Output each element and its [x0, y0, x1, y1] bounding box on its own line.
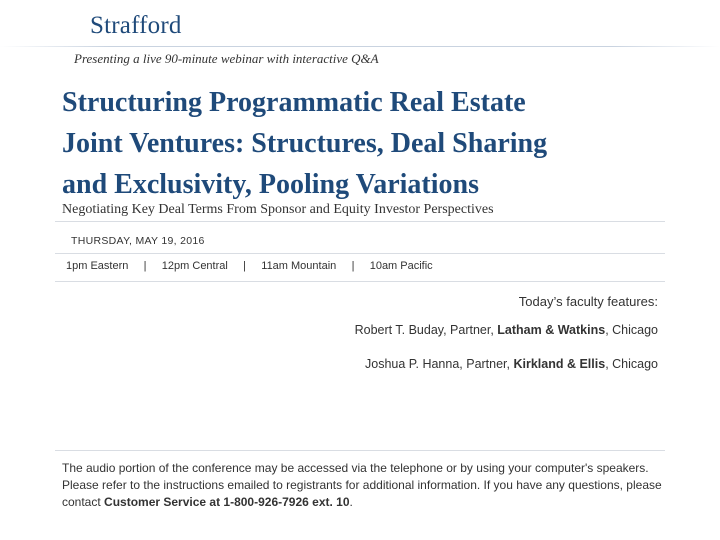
strafford-logo: Strafford	[90, 12, 182, 39]
time-separator: |	[143, 260, 147, 272]
time-separator: |	[351, 260, 355, 272]
webinar-times	[66, 260, 433, 272]
faculty-intro: Today’s faculty features:	[518, 294, 658, 309]
webinar-tagline: Presenting a live 90-minute webinar with interactive Q&A	[74, 51, 379, 66]
faculty-member	[365, 357, 658, 371]
title-line-2: Joint Ventures: Structures, Deal Sharing	[62, 128, 548, 159]
divider-footer	[55, 450, 665, 451]
faculty-city: , Chicago	[605, 323, 658, 337]
time-pacific: 10am Pacific	[369, 260, 433, 272]
time-central: 12pm Central	[161, 260, 228, 272]
faculty-name-role: Robert T. Buday, Partner,	[354, 323, 498, 337]
faculty-firm: Kirkland & Ellis	[513, 357, 606, 371]
faculty-name-role: Joshua P. Hanna, Partner,	[365, 357, 514, 371]
header-divider	[0, 46, 720, 47]
faculty-firm: Latham & Watkins	[497, 323, 606, 337]
time-separator: |	[243, 260, 246, 272]
customer-service-contact: Customer Service at 1-800-926-7926 ext. 10	[104, 495, 350, 509]
time-eastern: 1pm Eastern	[66, 260, 129, 272]
footer-end: .	[349, 495, 353, 509]
faculty-member	[355, 323, 658, 337]
webinar-subtitle: Negotiating Key Deal Terms From Sponsor and Equity Investor Perspectives	[62, 202, 494, 217]
title-line-1: Structuring Programmatic Real Estate	[62, 87, 526, 118]
time-mountain: 11am Mountain	[261, 260, 337, 272]
webinar-title	[62, 82, 662, 205]
footer-text: The audio portion of the conference may be accessed via the telephone or by using your computer's speakers. Please refer to the instructions emailed to registrants for additional information. If you have any questions, please contact	[62, 461, 662, 509]
divider-times	[55, 281, 665, 282]
footer-note	[62, 460, 662, 511]
title-line-3: and Exclusivity, Pooling Variations	[62, 169, 479, 200]
divider-date	[55, 253, 665, 254]
divider-top	[55, 221, 665, 222]
webinar-date: THURSDAY, MAY 19, 2016	[71, 235, 205, 247]
faculty-city: , Chicago	[605, 357, 658, 371]
